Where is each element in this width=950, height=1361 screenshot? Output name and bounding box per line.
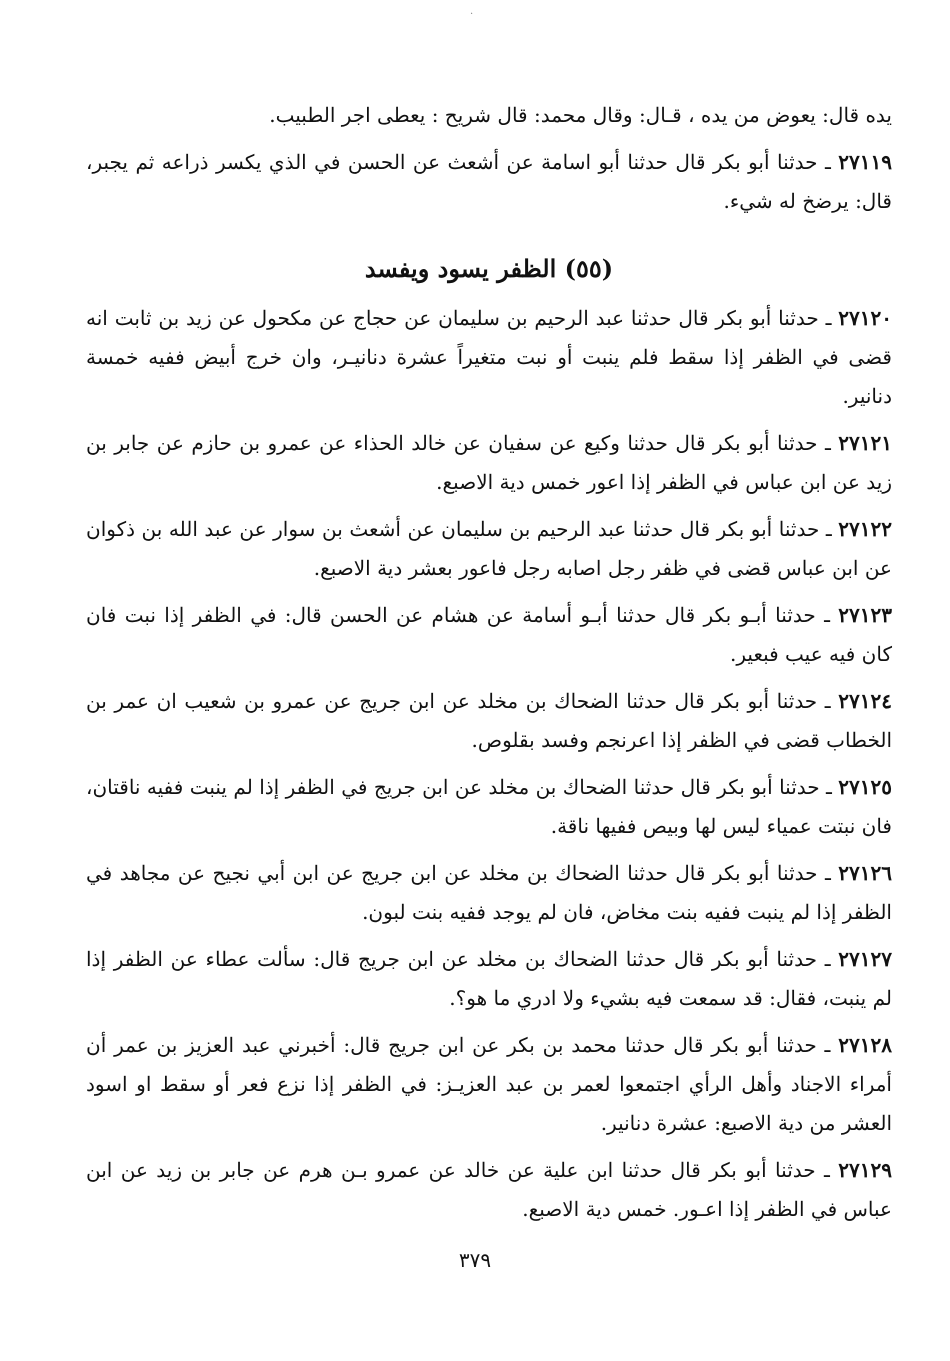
hadith-number: ٢٧١٢٥ xyxy=(838,775,892,799)
hadith-27120 xyxy=(86,299,892,416)
top-mark: . xyxy=(470,6,474,17)
page-body xyxy=(86,96,892,1237)
hadith-number: ٢٧١٢٤ xyxy=(838,689,892,713)
intro-line: يده قال: يعوض من يده ، قـال: وقال محمد: قال شريح : يعطى اجر الطبيب. xyxy=(269,103,892,127)
hadith-27127 xyxy=(86,940,892,1018)
hadith-27129 xyxy=(86,1151,892,1229)
hadith-text: ـ حدثنا أبو بكر قال حدثنا عبد الرحيم بن سليمان عن حجاج عن مكحول عن زيد بن ثابت انه قضى في الظفر إذا سقط فلم ينبت أو نبت متغيراً عشرة دنانيـر، وان خرج أبيض ففيه خمسة دنانير. xyxy=(86,306,892,408)
hadith-27121 xyxy=(86,424,892,502)
hadith-number: ٢٧١١٩ xyxy=(838,150,892,174)
hadith-number: ٢٧١٢٦ xyxy=(838,861,892,885)
hadith-27126 xyxy=(86,854,892,932)
hadith-text: ـ حدثنا أبو بكر قال حدثنا ابن علية عن خالد عن عمرو بـن هرم عن جابر بن زيد عن ابن عباس في الظفر إذا اعـور. خمس دية الاصبع. xyxy=(86,1158,892,1221)
hadith-text: ـ حدثنا أبو بكر قال حدثنا الضحاك بن مخلد عن ابن جريج قال: سألت عطاء عن الظفر إذا لم ينبت، فقال: قد سمعت فيه بشيء ولا ادري ما هو؟. xyxy=(86,947,892,1010)
hadith-number: ٢٧١٢١ xyxy=(838,431,892,455)
hadith-number: ٢٧١٢٨ xyxy=(838,1033,892,1057)
hadith-number: ٢٧١٢٧ xyxy=(838,947,892,971)
hadith-text: ـ حدثنا أبو بكر قال حدثنا الضحاك بن مخلد عن ابن جريج عن ابن أبي نجيح عن مجاهد في الظفر إذا لم ينبت ففيه بنت مخاض، فان لم يوجد ففيه بنت لبون. xyxy=(86,861,892,924)
hadith-27124 xyxy=(86,682,892,760)
hadith-number: ٢٧١٢٩ xyxy=(838,1158,892,1182)
hadith-27122 xyxy=(86,510,892,588)
hadith-text: ـ حدثنا أبو بكر قال حدثنا وكيع عن سفيان عن خالد الحذاء عن عمرو بن حازم عن جابر بن زيد عن ابن عباس في الظفر إذا اعور خمس دية الاصبع. xyxy=(86,431,892,494)
hadith-text: ـ حدثنا أبو بكر قال حدثنا محمد بن بكر عن ابن جريج قال: أخبرني عبد العزيز بن عمر أن أمراء الاجناد وأهل الرأي اجتمعوا لعمر بن عبد العزيـز: في الظفر إذا نزع فعر أو سقط او اسود العشر من دية الاصبع: عشرة دنانير. xyxy=(86,1033,892,1135)
hadith-number: ٢٧١٢٣ xyxy=(838,603,892,627)
hadith-27123 xyxy=(86,596,892,674)
hadith-27125 xyxy=(86,768,892,846)
hadith-number: ٢٧١٢٢ xyxy=(838,517,892,541)
hadith-text: ـ حدثنا أبو بكر قال حدثنا عبد الرحيم بن سليمان عن أشعث بن سوار عن عبد الله بن ذكوان عن ابن عباس قضى في ظفر رجل اصابه رجل فاعور بعشر دية الاصبع. xyxy=(86,517,892,580)
hadith-text: ـ حدثنا أبـو بكر قال حدثنا أبـو أسامة عن هشام عن الحسن قال: في الظفر إذا نبت فان كان فيه عيب فبعير. xyxy=(86,603,892,666)
hadith-number: ٢٧١٢٠ xyxy=(838,306,892,330)
hadith-text: ـ حدثنا أبو بكر قال حدثنا أبو اسامة عن أشعث عن الحسن في الذي يكسر ذراعه ثم يجبر، قال: يرضخ له شيء. xyxy=(86,150,892,213)
hadith-text: ـ حدثنا أبو بكر قال حدثنا الضحاك بن مخلد عن ابن جريج عن عمرو بن شعيب ان عمر بن الخطاب قضى في الظفر إذا اعرنجم وفسد بقلوص. xyxy=(86,689,892,752)
section-heading: (٥٥) الظفر يسود ويفسد xyxy=(364,254,614,283)
hadith-text: ـ حدثنا أبو بكر قال حدثنا الضحاك بن مخلد عن ابن جريج في الظفر إذا لم ينبت ففيه ناقتان، فان نبتت عمياء ليس لها وبيص ففيها ناقة. xyxy=(86,775,892,838)
page-number: ٣٧٩ xyxy=(458,1248,492,1272)
hadith-27119 xyxy=(86,143,892,221)
hadith-27128 xyxy=(86,1026,892,1143)
